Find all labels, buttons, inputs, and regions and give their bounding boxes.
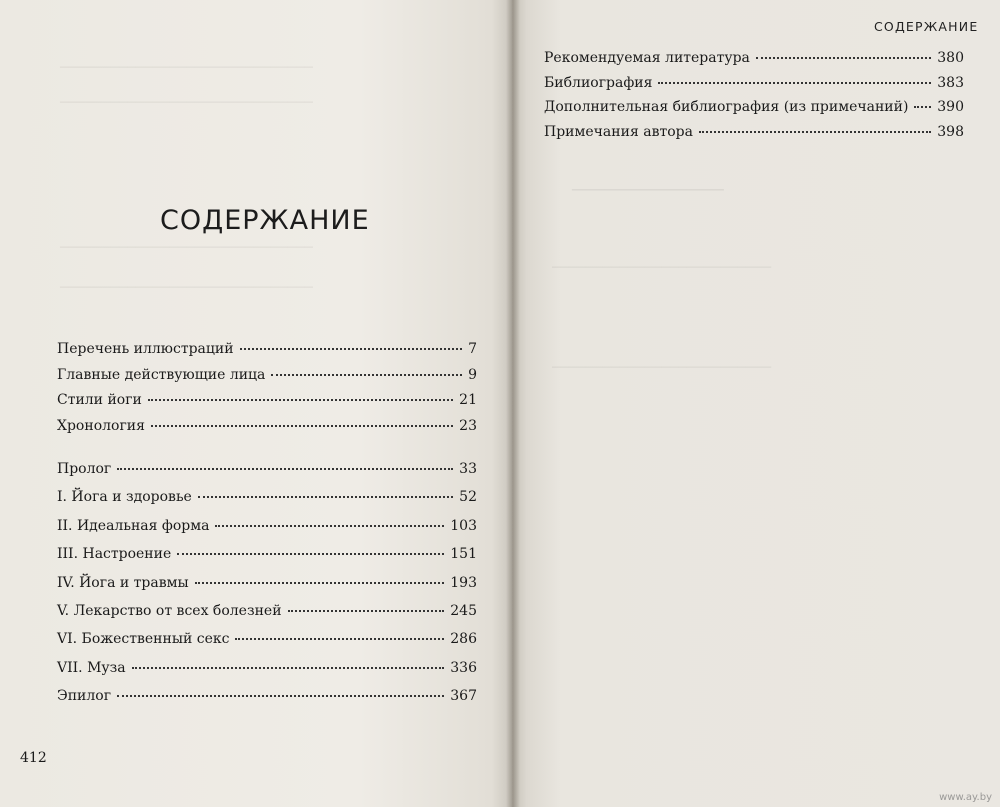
toc-entry-page: 380 (937, 50, 964, 66)
toc-entry (57, 488, 477, 506)
toc-entry-page: 21 (459, 392, 477, 408)
toc-entry-label: IV. Йога и травмы (57, 574, 189, 591)
toc-entry (57, 517, 477, 535)
toc-entry (57, 460, 477, 478)
dot-leader (288, 610, 445, 612)
left-page: ────────────────────────────── ────────────────────────────── ────────────────────────────── ────────────────────────────── СОДЕРЖАНИЕ Перечень иллюстраций 7 Главные действующие лица 9 Стили йоги 21 Хронология 23 Пролог 33 I. Йога и здоровье 52 II. Идеальная форма 103 III. Настроение 151 IV. Йога и травмы 193 V. Лекарство от всех болезней 245 VI. Божественный секс 286 VII. Муза 336 Эпилог 367 412 (0, 0, 512, 807)
toc-entry-label: III. Настроение (57, 546, 172, 563)
dot-leader (699, 131, 931, 133)
toc-entry-page: 7 (468, 341, 477, 357)
dot-leader (195, 582, 445, 584)
toc-entry (57, 340, 477, 358)
toc-entry-page: 33 (459, 461, 477, 477)
toc-entry-label: I. Йога и здоровье (57, 489, 192, 506)
toc-entry (57, 574, 477, 592)
dot-leader (914, 106, 931, 108)
toc-entry-page: 52 (459, 489, 477, 506)
right-page: ────────────── ────────────────────────── ────────────────────────── (512, 0, 1000, 807)
page-number: 412 (20, 750, 47, 766)
toc-entry-label: Эпилог (57, 688, 112, 705)
toc-entry (57, 630, 477, 648)
watermark: www.ay.by (939, 792, 992, 803)
toc-entry (57, 687, 477, 705)
toc-entry-page: 245 (450, 603, 477, 619)
toc-entry-label: VII. Муза (57, 659, 126, 676)
toc-entry (57, 545, 477, 563)
dot-leader (132, 667, 445, 669)
toc-entry-page: 383 (937, 74, 964, 91)
toc-entry-page: 398 (937, 123, 964, 140)
dot-leader (177, 553, 444, 555)
toc-entry (544, 74, 964, 92)
toc-entry-label: Хронология (57, 417, 145, 434)
toc-entry-page: 336 (450, 659, 477, 676)
dot-leader (756, 57, 931, 59)
toc-title: СОДЕРЖАНИЕ (160, 205, 370, 236)
toc-entry-label: Стили йоги (57, 392, 142, 408)
toc-entry (57, 366, 477, 384)
dot-leader (151, 425, 453, 427)
toc-entry-page: 286 (450, 631, 477, 648)
toc-entry-label: Рекомендуемая литература (544, 50, 750, 66)
toc-entry (57, 417, 477, 435)
toc-entry-page: 151 (450, 546, 477, 563)
toc-entry-label: Библиография (544, 74, 653, 91)
dot-leader (117, 695, 444, 697)
toc-entry-label: V. Лекарство от всех болезней (57, 603, 282, 619)
dot-leader (198, 496, 453, 498)
toc-entry-page: 9 (468, 366, 477, 383)
book-gutter (506, 0, 520, 807)
toc-entry-page: 390 (937, 99, 964, 115)
toc-entry (544, 98, 964, 116)
toc-entry (544, 123, 964, 141)
dot-leader (235, 638, 444, 640)
toc-entry-label: Примечания автора (544, 123, 693, 140)
running-header: СОДЕРЖАНИЕ (874, 19, 979, 34)
toc-entry-page: 193 (450, 574, 477, 591)
toc-entry-label: Пролог (57, 461, 112, 477)
toc-entry (57, 602, 477, 620)
toc-entry-label: Дополнительная библиография (из примечаний) (544, 99, 909, 115)
toc-entry-label: Главные действующие лица (57, 366, 266, 383)
dot-leader (148, 399, 453, 401)
dot-leader (658, 82, 931, 84)
toc-entry-label: II. Идеальная форма (57, 517, 210, 534)
dot-leader (240, 348, 463, 350)
toc-entry-label: Перечень иллюстраций (57, 341, 234, 357)
toc-entry (57, 391, 477, 409)
toc-entry (57, 659, 477, 677)
toc-entry-label: VI. Божественный секс (57, 631, 230, 648)
toc-entry (544, 49, 964, 67)
dot-leader (271, 374, 462, 376)
toc-entry-page: 367 (450, 688, 477, 705)
dot-leader (117, 468, 453, 470)
toc-entry-page: 103 (450, 517, 477, 534)
toc-entry-page: 23 (459, 417, 477, 434)
dot-leader (215, 525, 444, 527)
